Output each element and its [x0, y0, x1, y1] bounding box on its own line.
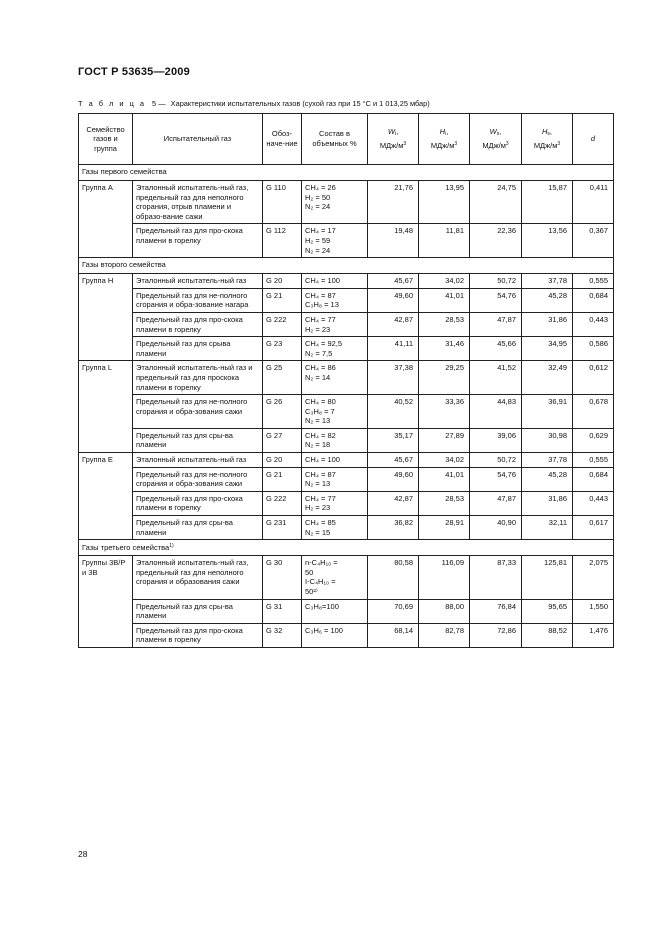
gas-name-cell: Предельный газ для про-скока пламени в горелку: [133, 224, 263, 258]
composition-cell: [302, 337, 368, 361]
gas-name-cell: Эталонный испытатель-ный газ, предельный газ для неполного сгорания, отрыв пламени и образо-вание сажи: [133, 181, 263, 224]
section-title: Газы третьего семейства$^{1)}$: [79, 540, 614, 556]
hi-value-cell: 28,53: [419, 312, 470, 336]
wi-value-cell: 70,69: [368, 599, 419, 623]
ws-value-cell: 54,76: [470, 467, 522, 491]
ws-value-cell: 76,84: [470, 599, 522, 623]
table-row: [79, 453, 614, 468]
table-row: [79, 395, 614, 429]
group-cell: Группа L: [79, 361, 133, 453]
composition-line: n-C₄H₁₀ =: [305, 558, 338, 568]
composition-cell: [302, 312, 368, 336]
table-row: [79, 599, 614, 623]
section-row: [79, 165, 614, 181]
hs-value-cell: 30,98: [522, 428, 573, 452]
composition-cell: [302, 224, 368, 258]
wi-value-cell: 36,82: [368, 516, 419, 540]
wi-value-cell: 80,58: [368, 556, 419, 599]
caption-text: Характеристики испытательных газов (сухой газ при 15 °С и 1 013,25 мбар): [170, 99, 430, 108]
gas-code-cell: G 222: [263, 491, 302, 515]
hi-value-cell: 41,01: [419, 467, 470, 491]
gas-code-cell: G 110: [263, 181, 302, 224]
hs-value-cell: 36,91: [522, 395, 573, 429]
ws-value-cell: 47,87: [470, 491, 522, 515]
table-row: [79, 623, 614, 647]
hs-value-cell: 45,28: [522, 288, 573, 312]
density-value-cell: 0,629: [573, 428, 614, 452]
header-composition: Состав в объемных %: [302, 114, 368, 165]
ws-value-cell: 72,86: [470, 623, 522, 647]
table-row: [79, 428, 614, 452]
hs-value-cell: 45,28: [522, 467, 573, 491]
composition-line: N₂ = 24: [305, 202, 331, 212]
composition-line: N₂ = 18: [305, 440, 331, 450]
table-row: [79, 516, 614, 540]
gas-code-cell: G 20: [263, 453, 302, 468]
composition-line: N₂ = 7,5: [305, 348, 333, 358]
gas-code-cell: G 27: [263, 428, 302, 452]
composition-cell: [302, 181, 368, 224]
gas-name-cell: Предельный газ для не-полного сгорания и обра-зование нагара: [133, 288, 263, 312]
hi-value-cell: 28,91: [419, 516, 470, 540]
composition-line: CH₄ = 100: [305, 276, 340, 286]
group-cell: Группа А: [79, 181, 133, 258]
composition-line: 50: [305, 567, 314, 577]
gas-code-cell: G 32: [263, 623, 302, 647]
density-value-cell: 1,476: [573, 623, 614, 647]
gas-name-cell: Эталонный испытатель-ный газ, предельный газ для неполного сгорания и образования сажи: [133, 556, 263, 599]
composition-cell: [302, 453, 368, 468]
composition-line: N₂ = 15: [305, 527, 331, 537]
header-d: d: [573, 114, 614, 165]
hs-value-cell: 15,87: [522, 181, 573, 224]
header-hi: $H_i$, МДж/$м^3$: [419, 114, 470, 165]
density-value-cell: 0,684: [573, 288, 614, 312]
table-row: [79, 224, 614, 258]
hi-value-cell: 27,89: [419, 428, 470, 452]
section-title: Газы второго семейства: [79, 258, 614, 274]
composition-cell: [302, 288, 368, 312]
group-cell: Группа Е: [79, 453, 133, 540]
composition-cell: [302, 274, 368, 289]
hs-value-cell: 95,65: [522, 599, 573, 623]
hi-value-cell: 82,78: [419, 623, 470, 647]
gas-name-cell: Предельный газ для про-скока пламени в горелку: [133, 623, 263, 647]
density-value-cell: 0,555: [573, 453, 614, 468]
hi-value-cell: 88,00: [419, 599, 470, 623]
header-group: Семейство газов и группа: [79, 114, 133, 165]
composition-cell: [302, 395, 368, 429]
composition-line: CH₄ = 100: [305, 455, 340, 465]
density-value-cell: 0,586: [573, 337, 614, 361]
wi-value-cell: 35,17: [368, 428, 419, 452]
wi-value-cell: 40,52: [368, 395, 419, 429]
composition-line: CH₄ = 17: [305, 226, 336, 236]
density-value-cell: 0,443: [573, 491, 614, 515]
gas-code-cell: G 21: [263, 467, 302, 491]
hs-value-cell: 37,78: [522, 453, 573, 468]
composition-line: C₃H₆ = 100: [305, 625, 343, 635]
composition-line: N₂ = 14: [305, 372, 331, 382]
gas-code-cell: G 20: [263, 274, 302, 289]
section-row: [79, 258, 614, 274]
composition-line: H₂ = 23: [305, 503, 331, 513]
wi-value-cell: 42,87: [368, 312, 419, 336]
composition-line: N₂ = 13: [305, 416, 331, 426]
density-value-cell: 0,617: [573, 516, 614, 540]
gas-name-cell: Предельный газ для сры-ва пламени: [133, 516, 263, 540]
wi-value-cell: 68,14: [368, 623, 419, 647]
hi-value-cell: 28,53: [419, 491, 470, 515]
hi-value-cell: 116,09: [419, 556, 470, 599]
gas-code-cell: G 31: [263, 599, 302, 623]
wi-value-cell: 45,67: [368, 453, 419, 468]
ws-value-cell: 44,83: [470, 395, 522, 429]
composition-line: H₂ = 59: [305, 235, 331, 245]
gas-name-cell: Эталонный испытатель-ный газ: [133, 274, 263, 289]
hs-value-cell: 13,56: [522, 224, 573, 258]
group-cell: Группы 3В/Р и 3В: [79, 556, 133, 648]
header-wi: $W_i$, МДж/$м^3$: [368, 114, 419, 165]
composition-cell: [302, 467, 368, 491]
composition-cell: [302, 516, 368, 540]
composition-cell: [302, 361, 368, 395]
table-row: [79, 556, 614, 599]
density-value-cell: 1,550: [573, 599, 614, 623]
composition-line: CH₄ = 87: [305, 290, 336, 300]
ws-value-cell: 39,06: [470, 428, 522, 452]
hs-value-cell: 32,49: [522, 361, 573, 395]
composition-line: H₂ = 23: [305, 324, 331, 334]
density-value-cell: 0,367: [573, 224, 614, 258]
wi-value-cell: 41,11: [368, 337, 419, 361]
gas-code-cell: G 26: [263, 395, 302, 429]
gas-code-cell: G 23: [263, 337, 302, 361]
hi-value-cell: 11,81: [419, 224, 470, 258]
wi-value-cell: 21,76: [368, 181, 419, 224]
composition-cell: [302, 556, 368, 599]
header-gas: Испытательный газ: [133, 114, 263, 165]
gas-code-cell: G 30: [263, 556, 302, 599]
composition-line: C₃H₈=100: [305, 601, 339, 611]
hs-value-cell: 31,86: [522, 312, 573, 336]
density-value-cell: 0,555: [573, 274, 614, 289]
gas-code-cell: G 21: [263, 288, 302, 312]
table-caption: [78, 99, 430, 108]
gas-code-cell: G 25: [263, 361, 302, 395]
ws-value-cell: 50,72: [470, 274, 522, 289]
caption-label: Т а б л и ц а: [78, 99, 146, 108]
density-value-cell: 0,612: [573, 361, 614, 395]
gas-name-cell: Предельный газ для про-скока пламени в горелку: [133, 312, 263, 336]
document-title: ГОСТ Р 53635—2009: [78, 66, 190, 78]
density-value-cell: 2,075: [573, 556, 614, 599]
table-row: [79, 491, 614, 515]
wi-value-cell: 49,60: [368, 467, 419, 491]
composition-cell: [302, 428, 368, 452]
gas-name-cell: Предельный газ для про-скока пламени в горелку: [133, 491, 263, 515]
hi-value-cell: 29,25: [419, 361, 470, 395]
composition-cell: [302, 599, 368, 623]
composition-line: CH₄ = 26: [305, 183, 336, 192]
ws-value-cell: 22,36: [470, 224, 522, 258]
wi-value-cell: 19,48: [368, 224, 419, 258]
hi-value-cell: 31,46: [419, 337, 470, 361]
table-row: [79, 312, 614, 336]
wi-value-cell: 45,67: [368, 274, 419, 289]
hs-value-cell: 31,86: [522, 491, 573, 515]
composition-line: N₂ = 24: [305, 245, 331, 255]
table-row: [79, 361, 614, 395]
composition-line: C₃H₈ = 13: [305, 300, 339, 310]
density-value-cell: 0,678: [573, 395, 614, 429]
gas-name-cell: Эталонный испытатель-ный газ и предельный газ для проскока пламени в горелку: [133, 361, 263, 395]
composition-line: CH₄ = 82: [305, 430, 336, 440]
wi-value-cell: 42,87: [368, 491, 419, 515]
wi-value-cell: 37,38: [368, 361, 419, 395]
header-ws: $W_s$, МДж/$м^3$: [470, 114, 522, 165]
composition-cell: [302, 623, 368, 647]
page-number: 28: [78, 849, 88, 859]
hs-value-cell: 34,95: [522, 337, 573, 361]
table-row: [79, 274, 614, 289]
hi-value-cell: 33,36: [419, 395, 470, 429]
composition-line: CH₄ = 86: [305, 363, 336, 373]
ws-value-cell: 45,66: [470, 337, 522, 361]
ws-value-cell: 87,33: [470, 556, 522, 599]
group-cell: Группа Н: [79, 274, 133, 361]
composition-line: CH₄ = 77: [305, 493, 336, 503]
hi-value-cell: 41,01: [419, 288, 470, 312]
density-value-cell: 0,443: [573, 312, 614, 336]
composition-line: CH₄ = 92,5: [305, 339, 343, 349]
table-row: [79, 288, 614, 312]
gas-name-cell: Предельный газ для не-полного сгорания и обра-зования сажи: [133, 395, 263, 429]
composition-line: CH₄ = 85: [305, 518, 336, 528]
hi-value-cell: 13,95: [419, 181, 470, 224]
composition-line: CH₄ = 80: [305, 397, 336, 407]
gas-name-cell: Эталонный испытатель-ный газ: [133, 453, 263, 468]
hi-value-cell: 34,02: [419, 274, 470, 289]
composition-line: CH₄ = 77: [305, 314, 336, 324]
gas-name-cell: Предельный газ для срыва пламени: [133, 337, 263, 361]
table-row: [79, 337, 614, 361]
composition-line: CH₄ = 87: [305, 469, 336, 479]
wi-value-cell: 49,60: [368, 288, 419, 312]
gas-code-cell: G 112: [263, 224, 302, 258]
ws-value-cell: 40,90: [470, 516, 522, 540]
composition-line: I-C₄H₁₀ =: [305, 577, 336, 587]
gas-name-cell: Предельный газ для сры-ва пламени: [133, 599, 263, 623]
ws-value-cell: 47,87: [470, 312, 522, 336]
table-row: [79, 181, 614, 224]
hs-value-cell: 32,11: [522, 516, 573, 540]
density-value-cell: 0,411: [573, 181, 614, 224]
ws-value-cell: 50,72: [470, 453, 522, 468]
hi-value-cell: 34,02: [419, 453, 470, 468]
section-title: Газы первого семейства: [79, 165, 614, 181]
composition-line: C₃H₈ = 7: [305, 406, 335, 416]
section-row: [79, 540, 614, 556]
header-code: Обоз-наче-ние: [263, 114, 302, 165]
gas-name-cell: Предельный газ для не-полного сгорания и обра-зования сажи: [133, 467, 263, 491]
gas-code-cell: G 222: [263, 312, 302, 336]
gas-name-cell: Предельный газ для сры-ва пламени: [133, 428, 263, 452]
header-row: [79, 114, 614, 165]
composition-line: N₂ = 13: [305, 479, 331, 489]
ws-value-cell: 24,75: [470, 181, 522, 224]
gas-code-cell: G 231: [263, 516, 302, 540]
composition-line: H₂ = 50: [305, 192, 331, 202]
caption-number: 5 —: [152, 99, 166, 108]
density-value-cell: 0,684: [573, 467, 614, 491]
composition-line: 50²⁾: [305, 587, 318, 596]
gas-characteristics-table: [78, 113, 614, 648]
ws-value-cell: 54,76: [470, 288, 522, 312]
header-hs: $H_s$, МДж/$м^3$: [522, 114, 573, 165]
ws-value-cell: 41,52: [470, 361, 522, 395]
hs-value-cell: 37,78: [522, 274, 573, 289]
hs-value-cell: 88,52: [522, 623, 573, 647]
table-row: [79, 467, 614, 491]
composition-cell: [302, 491, 368, 515]
hs-value-cell: 125,81: [522, 556, 573, 599]
